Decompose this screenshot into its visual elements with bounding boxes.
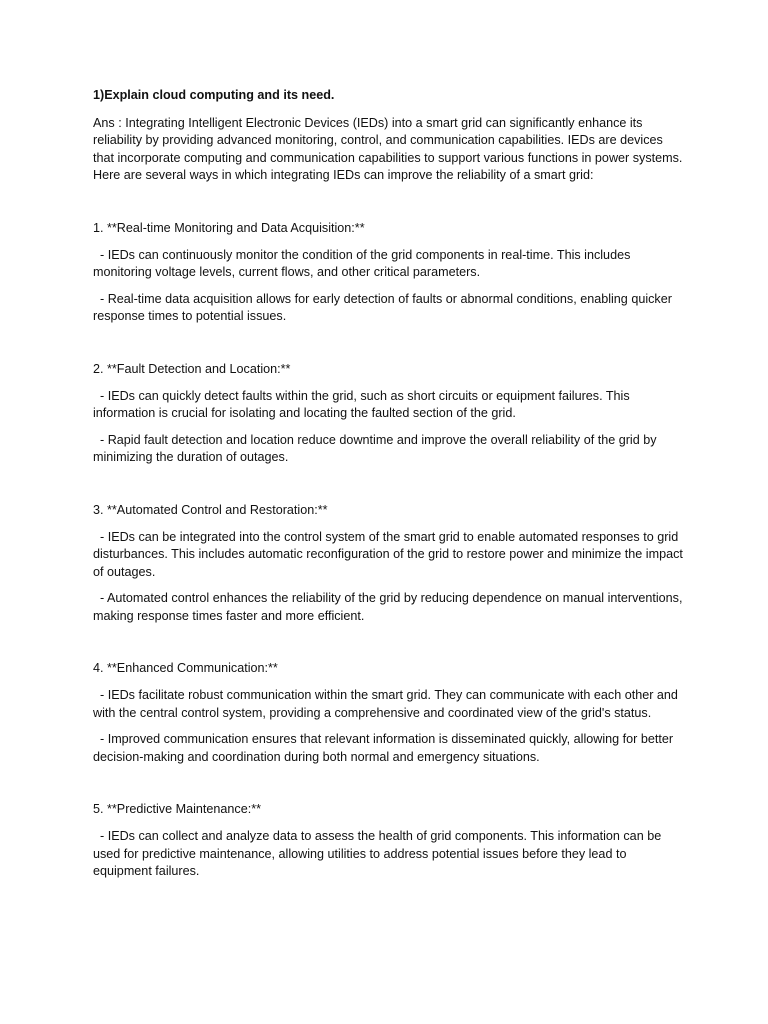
section-point: - Rapid fault detection and location reduce downtime and improve the overall reliability of the grid by minimizing the duration of outages.: [93, 432, 657, 465]
answer-intro: Ans : Integrating Intelligent Electronic Devices (IEDs) into a smart grid can significantly enhance its reliability by providing advanced monitoring, control, and communication capabilities. IEDs are devices that incorporate computing and communication capabilities to support various functions in power systems. Here are several ways in which integrating IEDs can improve the reliability of a smart grid:: [93, 115, 683, 183]
section-point: - IEDs facilitate robust communication within the smart grid. They can communicate with each other and with the central control system, providing a comprehensive and coordinated view of the grid's status.: [93, 688, 678, 720]
section-realtime-monitoring: [93, 220, 683, 326]
section-heading: 2. **Fault Detection and Location:**: [93, 361, 291, 376]
section-heading: 5. **Predictive Maintenance:**: [93, 802, 262, 817]
section-point: - Real-time data acquisition allows for early detection of faults or abnormal conditions, enabling quicker response times to potential issues.: [93, 291, 672, 324]
section-point: - IEDs can continuously monitor the condition of the grid components in real-time. This includes monitoring voltage levels, current flows, and other critical parameters.: [93, 247, 631, 280]
section-fault-detection: [93, 361, 683, 467]
section-point: - Improved communication ensures that relevant information is disseminated quickly, allowing for better decision-making and coordination during both normal and emergency situations.: [93, 732, 674, 764]
question-heading: 1)Explain cloud computing and its need.: [93, 88, 335, 102]
section-heading: 4. **Enhanced Communication:**: [93, 661, 278, 676]
section-point: - Automated control enhances the reliability of the grid by reducing dependence on manual interventions, making response times faster and more efficient.: [93, 591, 683, 623]
section-point: - IEDs can be integrated into the control system of the smart grid to enable automated responses to grid disturbances. This includes automatic reconfiguration of the grid to restore power and minimize the impact of outages.: [93, 529, 683, 579]
section-heading: 1. **Real-time Monitoring and Data Acquisition:**: [93, 220, 365, 235]
section-point: - IEDs can quickly detect faults within the grid, such as short circuits or equipment failures. This information is crucial for isolating and locating the faulted section of the grid.: [93, 388, 630, 421]
section-enhanced-communication: [93, 660, 683, 766]
document-page: [93, 87, 683, 890]
section-heading: 3. **Automated Control and Restoration:**: [93, 502, 328, 517]
section-predictive-maintenance: [93, 801, 683, 880]
section-automated-control: [93, 502, 683, 626]
section-point: - IEDs can collect and analyze data to assess the health of grid components. This information can be used for predictive maintenance, allowing utilities to address potential issues before they lead to equipment failures.: [93, 829, 662, 879]
